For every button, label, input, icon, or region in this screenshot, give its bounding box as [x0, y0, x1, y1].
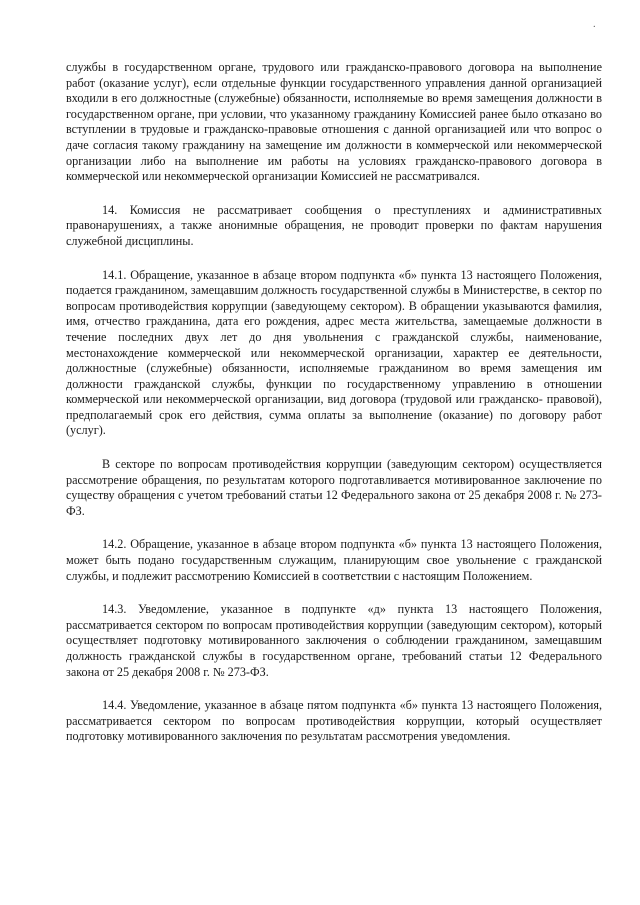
paragraph-continuation: службы в государственном органе, трудового или гражданско-правового договора на выполнение работ (оказание услуг), если отдельные функции государственного управления данной организацией входили в его должностные (служебные) обязанности, исполняемые во время замещения должности в государственном органе, при условии, что указанному гражданину Комиссией ранее было отказано во вступлении в трудовые и гражданско-правовые отношения с данной организацией или что вопрос о даче согласия такому гражданину на замещение им должности в коммерческой или некоммерческой организации либо на выполнение им работы на условиях гражданско-правового договора в коммерческой или некоммерческой организации Комиссией не рассматривался.: [66, 60, 602, 184]
paragraph-14-2: 14.2. Обращение, указанное в абзаце втором подпункта «б» пункта 13 настоящего Положения, может быть подано государственным служащим, планирующим свое увольнение с гражданской службы, и подлежит рассмотрению Комиссией в соответствии с настоящим Положением.: [66, 537, 602, 583]
paragraph-sector-review: В секторе по вопросам противодействия коррупции (заведующим сектором) осуществляется рассмотрение обращения, по результатам которого подготавливается мотивированное заключение по существу обращения с учетом требований статьи 12 Федерального закона от 25 декабря 2008 г. № 273- ФЗ.: [66, 457, 602, 518]
paragraph-14-4: 14.4. Уведомление, указанное в абзаце пятом подпункта «б» пункта 13 настоящего Положения, рассматривается сектором по вопросам противодействия коррупции, который осуществляет подготовку мотивированного заключения по результатам рассмотрения уведомления.: [66, 698, 602, 744]
paragraph-14: 14. Комиссия не рассматривает сообщения о преступлениях и административных правонарушениях, а также анонимные обращения, не проводит проверки по фактам нарушения служебной дисциплины.: [66, 202, 602, 248]
paragraph-14-1: 14.1. Обращение, указанное в абзаце втором подпункта «б» пункта 13 настоящего Положения, подается гражданином, замещавшим должность государственной службы в Министерстве, в сектор по вопросам противодействия коррупции (заведующему сектором). В обращении указываются фамилия, имя, отчество гражданина, дата его рождения, адрес места жительства, замещаемые должности в течение последних двух лет до дня увольнения с гражданской службы, наименование, местонахождение коммерческой или некоммерческой организации, характер ее деятельности, должностные (служебные) обязанности, исполняемые гражданином во время замещения им должности гражданской службы, функции по государственному управлению в отношении коммерческой или некоммерческой организации, вид договора (трудовой или гражданско- правовой), предполагаемый срок его действия, сумма оплаты за выполнение (оказание) по договору работ (услуг).: [66, 267, 602, 438]
corner-mark: ·: [592, 22, 596, 33]
paragraph-14-3: 14.3. Уведомление, указанное в подпункте «д» пункта 13 настоящего Положения, рассматривается сектором по вопросам противодействия коррупции (заведующим сектором), который осуществляет подготовку мотивированного заключения о соблюдении гражданином, замещавшим должность гражданской службы в государственном органе, требований статьи 12 Федерального закона от 25 декабря 2008 г. № 273-ФЗ.: [66, 602, 602, 679]
